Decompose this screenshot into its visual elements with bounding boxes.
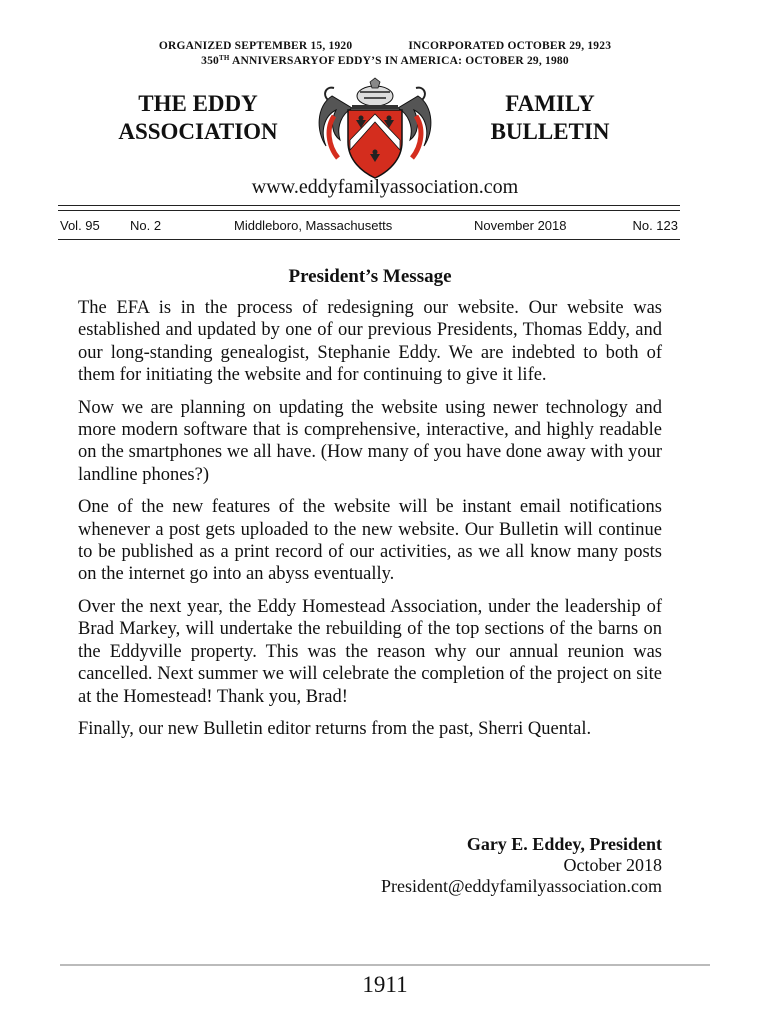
signature-block bbox=[78, 834, 662, 897]
signature-date: October 2018 bbox=[563, 855, 662, 875]
incorporated-date: INCORPORATED OCTOBER 29, 1923 bbox=[408, 40, 612, 52]
footer-rule bbox=[60, 964, 710, 966]
header-rule-second bbox=[58, 210, 680, 211]
signature-email[interactable]: President@eddyfamilyassociation.com bbox=[380, 876, 662, 896]
article-paragraph: Now we are planning on updating the website using newer technology and more modern software that is comprehensive, interactive, and highly readable on the smartphones we all have. (How many of you have done away with your landline phones?) bbox=[78, 397, 662, 485]
number-label: No. 2 bbox=[130, 218, 162, 233]
header-rule-top bbox=[58, 205, 680, 206]
bulletin-title bbox=[450, 90, 650, 146]
anniversary-ordinal: TH bbox=[219, 54, 230, 62]
signature-name: Gary E. Eddey, President bbox=[466, 834, 662, 854]
article-paragraph: Over the next year, the Eddy Homestead Association, under the leadership of Brad Markey, will undertake the rebuilding of the top sections of the barns on the Eddyville property. This was the reason why our annual reunion was cancelled. Next summer we will celebrate the completion of the project on site at the Homestead! Thank you, Brad! bbox=[78, 596, 662, 707]
article-body bbox=[78, 297, 662, 750]
article-paragraph: The EFA is in the process of redesigning our website. Our website was established and updated by one of our previous Presidents, Thomas Eddy, and our long-standing genealogist, Stephanie Eddy. We are indebted to both of them for initiating the website and for continuing to give it life. bbox=[78, 298, 662, 386]
association-title-line1: THE EDDY bbox=[138, 91, 258, 116]
association-title-line2: ASSOCIATION bbox=[118, 119, 278, 144]
article-heading: President’s Message bbox=[288, 266, 452, 287]
website-link[interactable]: www.eddyfamilyassociation.com bbox=[251, 176, 519, 198]
volume-label: Vol. 95 bbox=[60, 218, 100, 233]
date-label: November 2018 bbox=[474, 218, 567, 233]
article-paragraph: Finally, our new Bulletin editor returns from the past, Sherri Quental. bbox=[78, 718, 592, 739]
page-number: 1911 bbox=[362, 972, 408, 997]
anniversary-line bbox=[60, 54, 710, 67]
article-paragraph: One of the new features of the website will be instant email notifications whenever a post gets uploaded to the new website. Our Bulletin will continue to be published as a print record of our activities, as we all know many posts on the internet go into an abyss eventually. bbox=[78, 497, 662, 585]
issue-info-row bbox=[58, 218, 680, 236]
anniversary-text: ANNIVERSARYOF EDDY’S IN AMERICA: OCTOBER 29, 1980 bbox=[229, 55, 569, 67]
bulletin-title-line1: FAMILY bbox=[505, 91, 595, 116]
bulletin-title-line2: BULLETIN bbox=[490, 119, 610, 144]
organized-date: ORGANIZED SEPTEMBER 15, 1920 bbox=[158, 40, 353, 52]
issue-number-label: No. 123 bbox=[632, 218, 678, 233]
association-title bbox=[88, 90, 308, 146]
header-rule-bottom bbox=[58, 239, 680, 240]
anniversary-number: 350 bbox=[201, 55, 220, 67]
place-label: Middleboro, Massachusetts bbox=[234, 218, 393, 233]
organized-incorporated-line bbox=[60, 40, 710, 52]
family-crest-icon bbox=[312, 76, 438, 180]
